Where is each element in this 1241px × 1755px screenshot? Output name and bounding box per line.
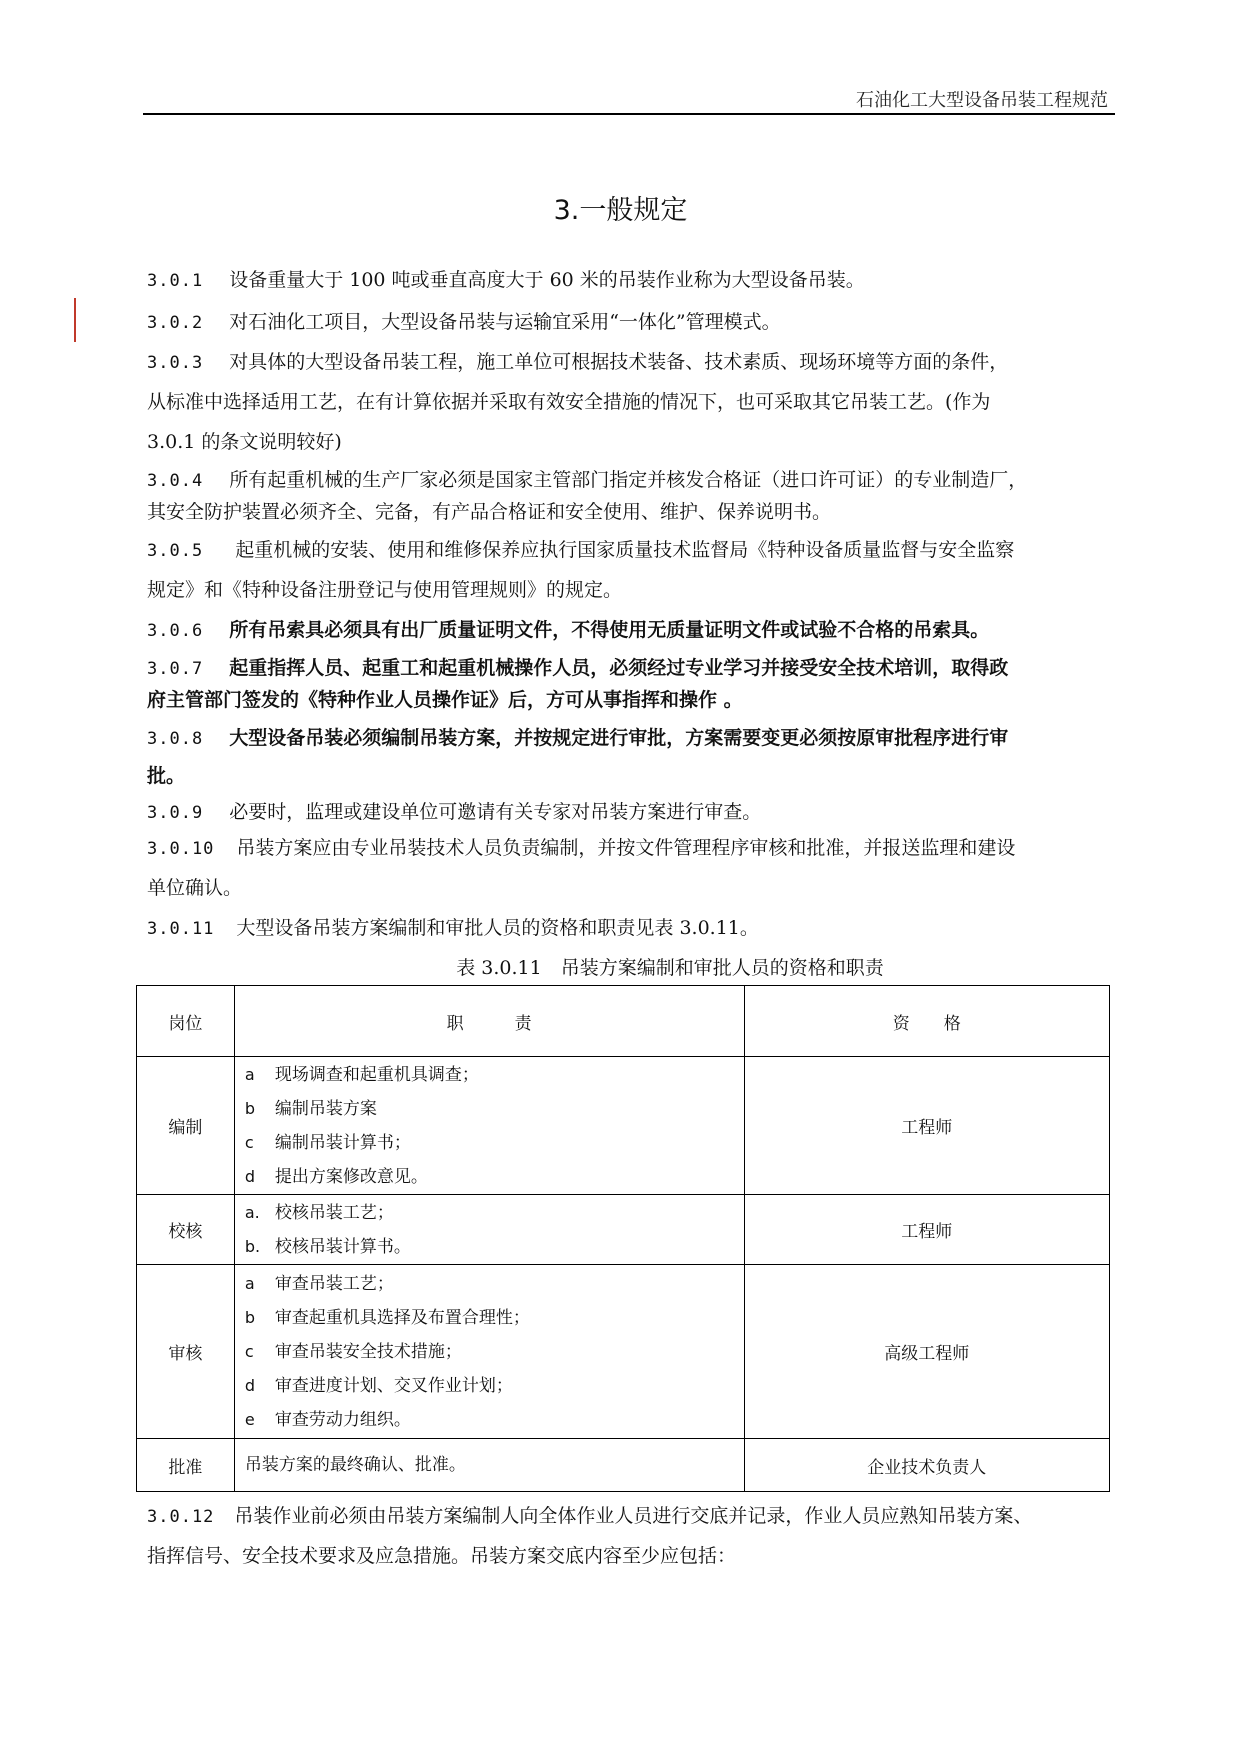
clause-number: 3.0.1 <box>147 271 204 291</box>
duty-item: a. 校核吊装工艺； <box>244 1202 394 1223</box>
clause-text-cont: 其安全防护装置必须齐全、完备，有产品合格证和安全使用、维护、保养说明书。 <box>147 501 832 523</box>
header-qualification: 资 格 <box>744 986 1110 1057</box>
clause-text: 设备重量大于 100 吨或垂直高度大于 60 米的吊装作业称为大型设备吊装。 <box>229 269 865 291</box>
clause-3-0-4 <box>147 468 1027 493</box>
header-role: 岗位 <box>137 986 235 1057</box>
clause-text: 所有吊索具必须具有出厂质量证明文件，不得使用无质量证明文件或试验不合格的吊索具。 <box>229 619 990 641</box>
duty-item: a 现场调查和起重机具调查； <box>244 1064 479 1085</box>
clause-3-0-5 <box>147 538 1014 563</box>
clause-text-cont: 指挥信号、安全技术要求及应急措施。吊装方案交底内容至少应包括： <box>147 1545 737 1567</box>
duty-item: e 审查劳动力组织。 <box>244 1409 411 1430</box>
clause-text-cont: 从标准中选择适用工艺，在有计算依据并采取有效安全措施的情况下，也可采取其它吊装工艺。(作为 <box>147 391 991 413</box>
clause-number: 3.0.8 <box>147 729 204 749</box>
clause-number: 3.0.6 <box>147 621 204 641</box>
clause-3-0-8 <box>147 726 1008 751</box>
clause-text-cont: 3.0.1 的条文说明较好) <box>147 431 342 453</box>
revision-mark <box>74 298 76 342</box>
clause-3-0-6 <box>147 618 989 643</box>
clause-3-0-11 <box>147 916 759 941</box>
header-rule <box>143 113 1115 115</box>
duty-item: d 审查进度计划、交叉作业计划； <box>244 1375 513 1396</box>
clause-3-0-2 <box>147 310 781 335</box>
duty-table <box>136 985 1110 1492</box>
role-cell: 校核 <box>137 1195 235 1265</box>
clause-text-cont: 规定》和《特种设备注册登记与使用管理规则》的规定。 <box>147 579 623 601</box>
duty-item: a 审查吊装工艺； <box>244 1273 394 1294</box>
qualification-cell: 工程师 <box>744 1057 1110 1195</box>
table-caption: 表 3.0.11 吊装方案编制和审批人员的资格和职责 <box>456 957 884 979</box>
clause-3-0-3 <box>147 350 1008 375</box>
role-cell: 编制 <box>137 1057 235 1195</box>
clause-3-0-7 <box>147 656 1008 681</box>
clause-number: 3.0.3 <box>147 353 204 373</box>
clause-text: 大型设备吊装方案编制和审批人员的资格和职责见表 3.0.11。 <box>236 917 759 939</box>
clause-text: 对具体的大型设备吊装工程，施工单位可根据技术装备、技术素质、现场环境等方面的条件， <box>229 351 1009 373</box>
clause-text: 起重指挥人员、起重工和起重机械操作人员，必须经过专业学习并接受安全技术培训，取得政 <box>229 657 1009 679</box>
qualification-cell: 企业技术负责人 <box>744 1439 1110 1492</box>
clause-number: 3.0.10 <box>147 839 215 859</box>
clause-number: 3.0.9 <box>147 803 204 823</box>
table-row <box>137 1439 1110 1492</box>
duty-item: c 审查吊装安全技术措施； <box>244 1341 462 1362</box>
clause-3-0-12 <box>147 1504 1032 1529</box>
duty-item: 吊装方案的最终确认、批准。 <box>244 1455 466 1475</box>
clause-text-cont: 府主管部门签发的《特种作业人员操作证》后，方可从事指挥和操作 。 <box>147 689 743 711</box>
duties-cell <box>234 1439 744 1492</box>
header-duties: 职 责 <box>234 986 744 1057</box>
clause-text: 大型设备吊装必须编制吊装方案，并按规定进行审批，方案需要变更必须按原审批程序进行审 <box>229 727 1009 749</box>
role-cell: 审核 <box>137 1265 235 1439</box>
role-cell: 批准 <box>137 1439 235 1492</box>
duty-item: b. 校核吊装计算书。 <box>244 1236 411 1257</box>
running-header: 石油化工大型设备吊装工程规范 <box>856 90 1108 111</box>
table-header-row <box>137 986 1110 1057</box>
clause-text: 吊装作业前必须由吊装方案编制人向全体作业人员进行交底并记录，作业人员应熟知吊装方案、 <box>234 1505 1033 1527</box>
section-title: 3.一般规定 <box>553 195 688 226</box>
clause-text: 起重机械的安装、使用和维修保养应执行国家质量技术监督局《特种设备质量监督与安全监察 <box>235 539 1015 561</box>
clause-text: 对石油化工项目，大型设备吊装与运输宜采用“一体化”管理模式。 <box>229 311 781 333</box>
clause-number: 3.0.4 <box>147 471 204 491</box>
clause-number: 3.0.7 <box>147 659 204 679</box>
clause-text-cont: 单位确认。 <box>147 877 243 899</box>
qualification-cell: 工程师 <box>744 1195 1110 1265</box>
clause-text: 必要时，监理或建设单位可邀请有关专家对吊装方案进行审查。 <box>229 801 762 823</box>
duty-item: b 审查起重机具选择及布置合理性； <box>244 1307 530 1328</box>
clause-text-cont: 批。 <box>147 765 186 787</box>
clause-number: 3.0.12 <box>147 1507 215 1527</box>
clause-number: 3.0.2 <box>147 313 204 333</box>
table-row <box>137 1195 1110 1265</box>
duty-item: c 编制吊装计算书； <box>244 1132 411 1153</box>
duty-item: d 提出方案修改意见。 <box>244 1166 428 1187</box>
clause-number: 3.0.11 <box>147 919 215 939</box>
clause-text: 所有起重机械的生产厂家必须是国家主管部门指定并核发合格证（进口许可证）的专业制造厂， <box>229 469 1028 491</box>
table-row <box>137 1265 1110 1439</box>
duties-cell <box>234 1195 744 1265</box>
clause-3-0-10 <box>147 836 1015 861</box>
table-row <box>137 1057 1110 1195</box>
clause-number: 3.0.5 <box>147 541 204 561</box>
clause-3-0-1 <box>147 268 865 293</box>
duty-item: b 编制吊装方案 <box>244 1098 377 1119</box>
duties-cell <box>234 1265 744 1439</box>
clause-3-0-9 <box>147 800 761 825</box>
qualification-cell: 高级工程师 <box>744 1265 1110 1439</box>
duties-cell <box>234 1057 744 1195</box>
clause-text: 吊装方案应由专业吊装技术人员负责编制，并按文件管理程序审核和批准，并报送监理和建设 <box>236 837 1016 859</box>
